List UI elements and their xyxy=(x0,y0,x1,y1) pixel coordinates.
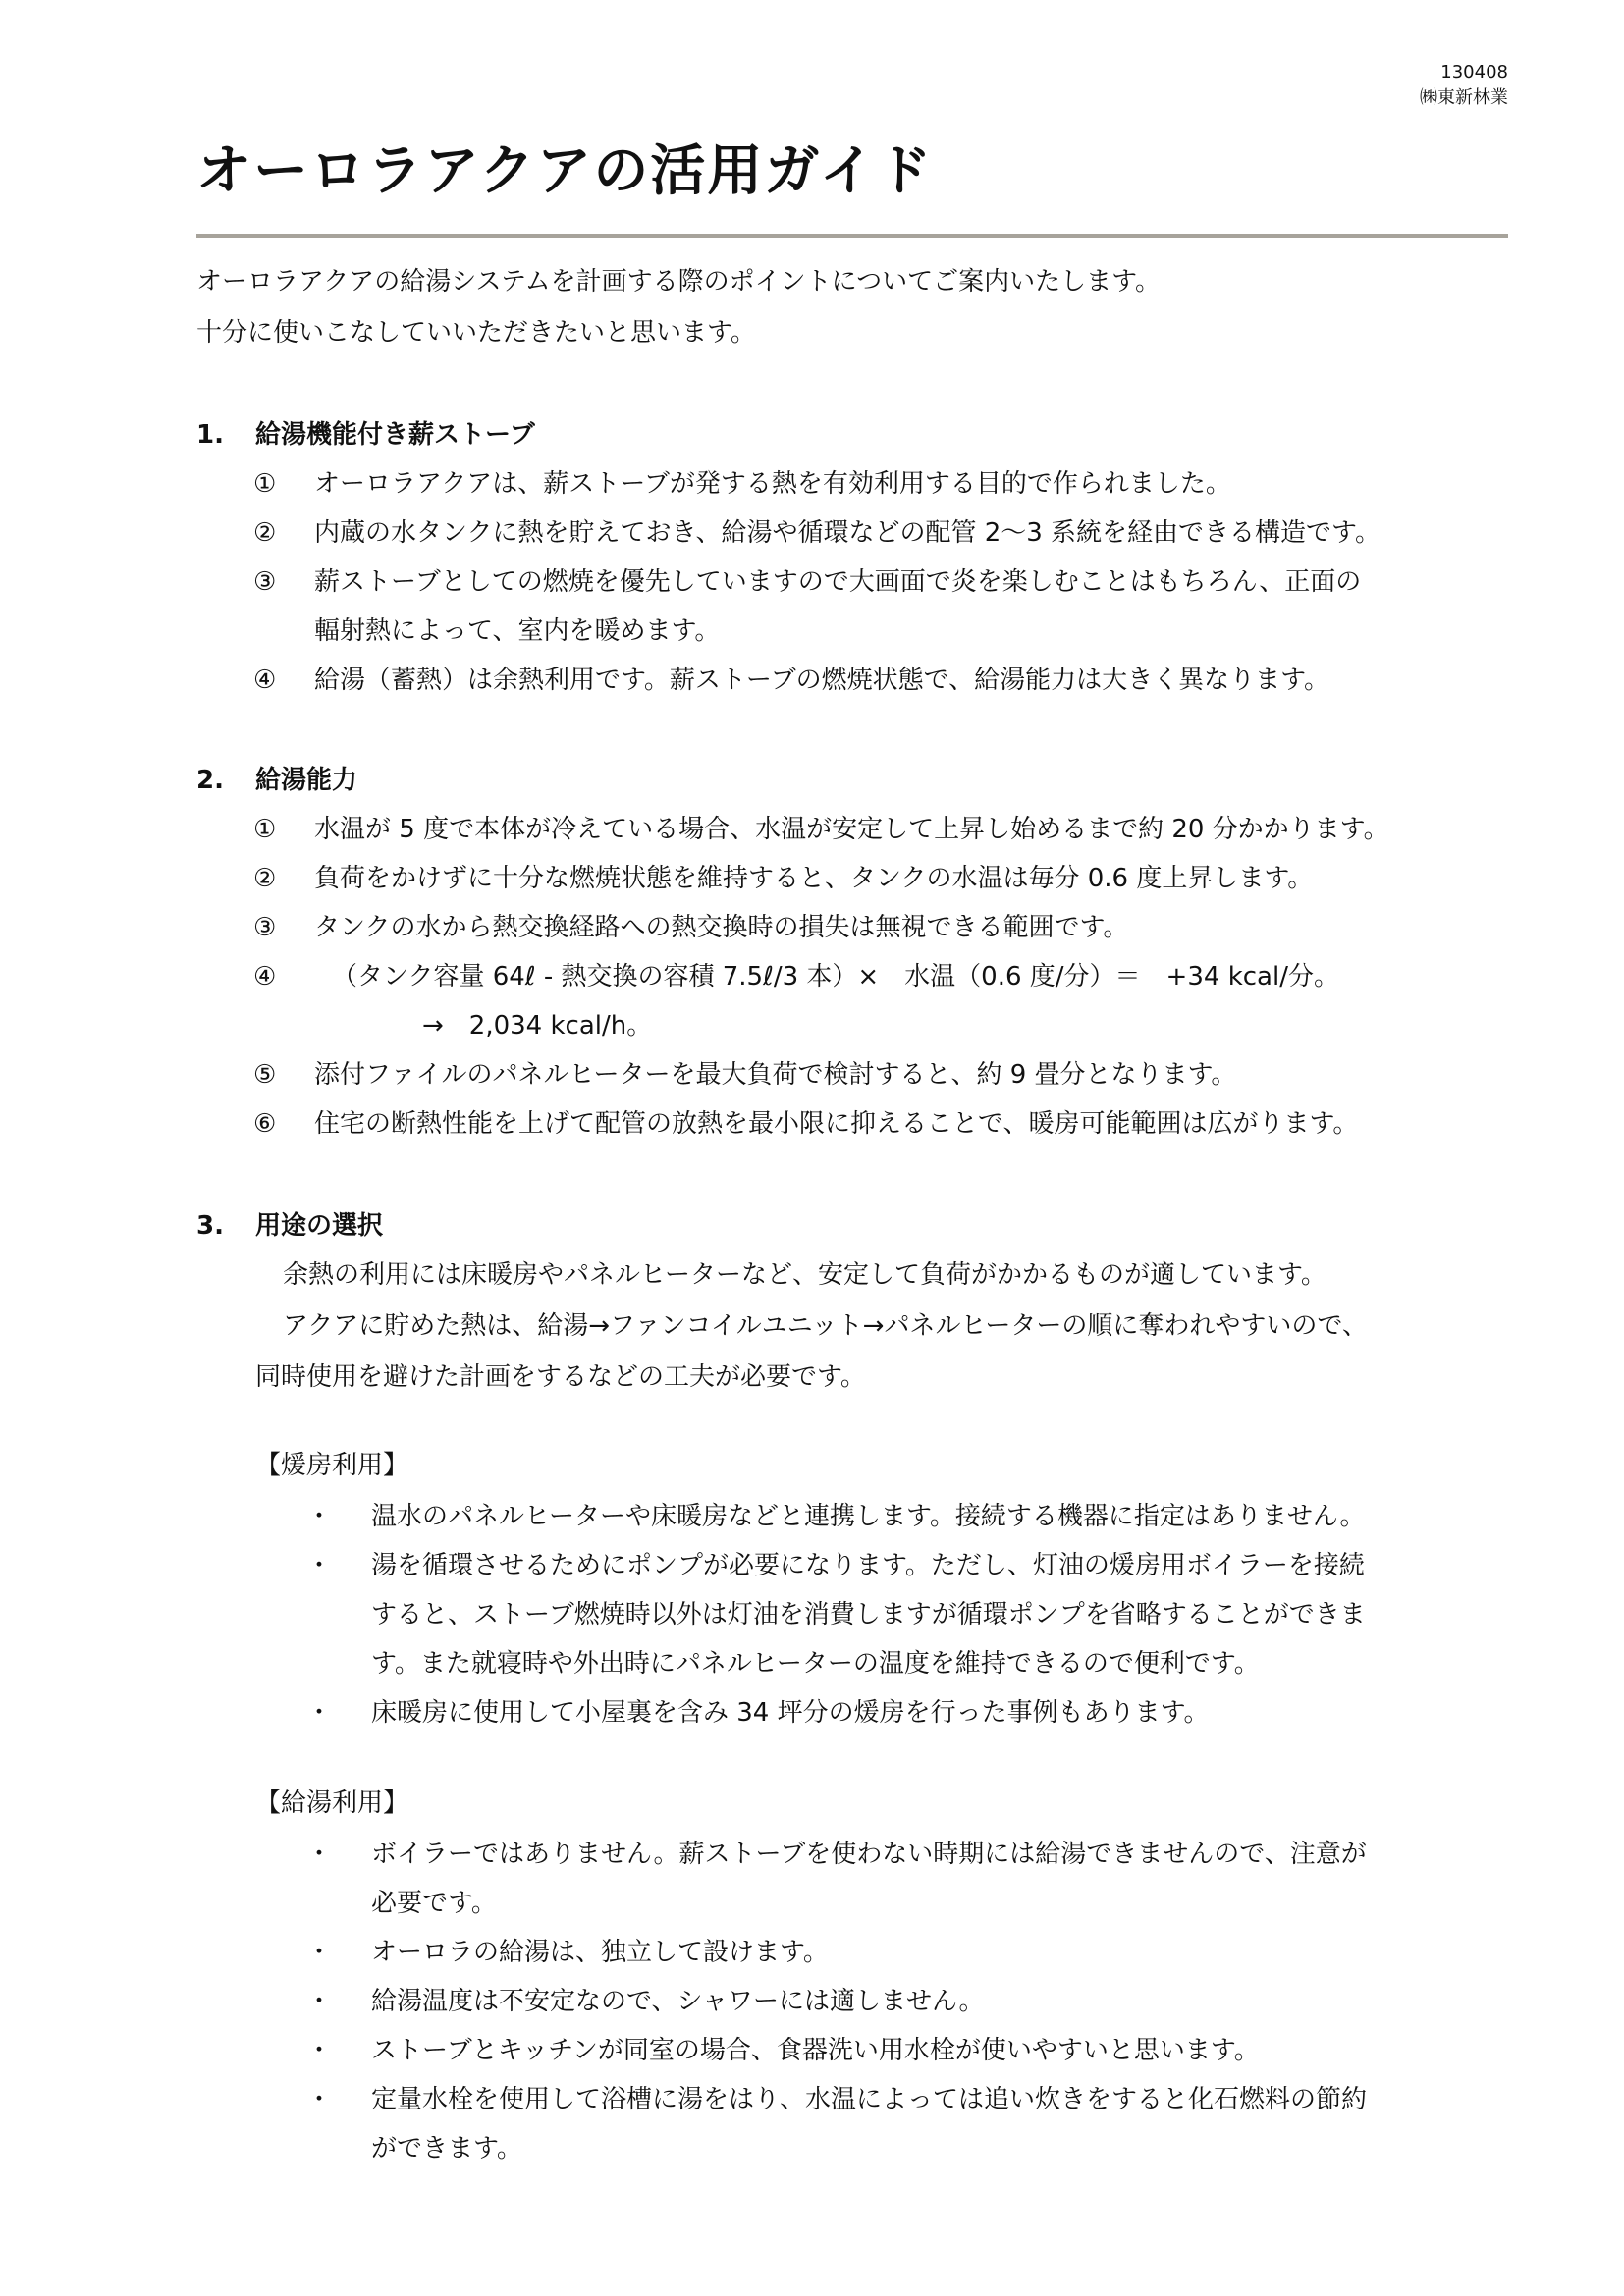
bullet-text: 給湯温度は不安定なので、シャワーには適しません。 xyxy=(371,1987,985,2016)
item-marker: ① xyxy=(253,815,277,844)
document-code: 130408 xyxy=(1440,62,1508,82)
title-divider xyxy=(196,234,1508,238)
list-item-text: 薪ストーブとしての燃焼を優先していますので大画面で炎を楽しむことはもちろん、正面の xyxy=(314,567,1362,597)
list-item-text: → 2,034 kcal/h。 xyxy=(422,1011,653,1041)
list-item-text: 水温が 5 度で本体が冷えている場合、水温が安定して上昇し始めるまで約 20 分かかります。 xyxy=(314,815,1389,844)
company-name: ㈱東新林業 xyxy=(1420,87,1508,108)
item-marker: ① xyxy=(253,469,277,499)
bullet-text: 必要です。 xyxy=(371,1889,497,1918)
bullet-marker: ・ xyxy=(306,1551,333,1580)
section-heading: 給湯能力 xyxy=(255,766,358,795)
list-item-text: 輻射熱によって、室内を暖めます。 xyxy=(314,616,721,646)
bullet-marker: ・ xyxy=(306,1938,333,1967)
bullet-text: ストーブとキッチンが同室の場合、食器洗い用水栓が使いやすいと思います。 xyxy=(371,2036,1260,2065)
list-item-text: 負荷をかけずに十分な燃焼状態を維持すると、タンクの水温は毎分 0.6 度上昇します。 xyxy=(314,864,1314,893)
section-heading: 用途の選択 xyxy=(255,1211,384,1241)
item-marker: ③ xyxy=(253,567,277,597)
bullet-marker: ・ xyxy=(306,1502,333,1531)
list-item-text: 住宅の断熱性能を上げて配管の放熱を最小限に抑えることで、暖房可能範囲は広がります。 xyxy=(314,1109,1359,1139)
subsection-label: 【煖房利用】 xyxy=(255,1451,409,1480)
paragraph-line: 余熱の利用には床暖房やパネルヒーターなど、安定して負荷がかかるものが適しています。 xyxy=(283,1260,1326,1290)
item-marker: ⑥ xyxy=(253,1109,277,1139)
section-heading: 給湯機能付き薪ストーブ xyxy=(255,420,535,450)
bullet-marker: ・ xyxy=(306,1698,333,1728)
subsection-label: 【給湯利用】 xyxy=(255,1789,409,1818)
bullet-text: 温水のパネルヒーターや床暖房などと連携します。接続する機器に指定はありません。 xyxy=(371,1502,1366,1531)
list-item-text: オーロラアクアは、薪ストーブが発する熱を有効利用する目的で作られました。 xyxy=(314,469,1231,499)
paragraph-line: 同時使用を避けた計画をするなどの工夫が必要です。 xyxy=(255,1362,866,1392)
item-marker: ④ xyxy=(253,962,277,991)
bullet-text: 定量水栓を使用して浴槽に湯をはり、水温によっては追い炊きをすると化石燃料の節約 xyxy=(371,2085,1368,2114)
section-number: 2. xyxy=(196,766,224,795)
list-item-text: 内蔵の水タンクに熱を貯えておき、給湯や循環などの配管 2～3 系統を経由できる構造です。 xyxy=(314,518,1380,548)
bullet-marker: ・ xyxy=(306,2036,333,2065)
list-item-text: 給湯（蓄熱）は余熱利用です。薪ストーブの燃焼状態で、給湯能力は大きく異なります。 xyxy=(314,666,1330,695)
bullet-marker: ・ xyxy=(306,2085,333,2114)
bullet-marker: ・ xyxy=(306,1987,333,2016)
list-item-text: タンクの水から熱交換経路への熱交換時の損失は無視できる範囲です。 xyxy=(314,913,1129,942)
list-item-text: 添付ファイルのパネルヒーターを最大負荷で検討すると、約 9 畳分となります。 xyxy=(314,1060,1237,1090)
paragraph-line: アクアに貯めた熱は、給湯→ファンコイルユニット→パネルヒーターの順に奪われやすいので、 xyxy=(283,1311,1368,1341)
list-item-text: （タンク容量 64ℓ - 熱交換の容積 7.5ℓ/3 本）× 水温（0.6 度/分）＝ +34 kcal/分。 xyxy=(332,962,1339,991)
item-marker: ④ xyxy=(253,666,277,695)
bullet-text: オーロラの給湯は、独立して設けます。 xyxy=(371,1938,829,1967)
item-marker: ③ xyxy=(253,913,277,942)
item-marker: ⑤ xyxy=(253,1060,277,1090)
bullet-text: ができます。 xyxy=(371,2134,522,2163)
item-marker: ② xyxy=(253,864,277,893)
section-number: 3. xyxy=(196,1211,224,1241)
intro-line: 十分に使いこなしていいただきたいと思います。 xyxy=(196,318,756,347)
section-number: 1. xyxy=(196,420,224,450)
bullet-text: ボイラーではありません。薪ストーブを使わない時期には給湯できませんので、注意が xyxy=(371,1840,1367,1869)
bullet-text: す。また就寝時や外出時にパネルヒーターの温度を維持できるので便利です。 xyxy=(371,1649,1260,1679)
intro-line: オーロラアクアの給湯システムを計画する際のポイントについてご案内いたします。 xyxy=(196,267,1162,296)
bullet-text: 湯を循環させるためにポンプが必要になります。ただし、灯油の煖房用ボイラーを接続 xyxy=(371,1551,1365,1580)
bullet-marker: ・ xyxy=(306,1840,333,1869)
item-marker: ② xyxy=(253,518,277,548)
bullet-text: すると、ストーブ燃焼時以外は灯油を消費しますが循環ポンプを省略することができま xyxy=(371,1600,1366,1629)
page-title: オーロラアクアの活用ガイド xyxy=(196,139,934,203)
bullet-text: 床暖房に使用して小屋裏を含み 34 坪分の煖房を行った事例もあります。 xyxy=(371,1698,1210,1728)
